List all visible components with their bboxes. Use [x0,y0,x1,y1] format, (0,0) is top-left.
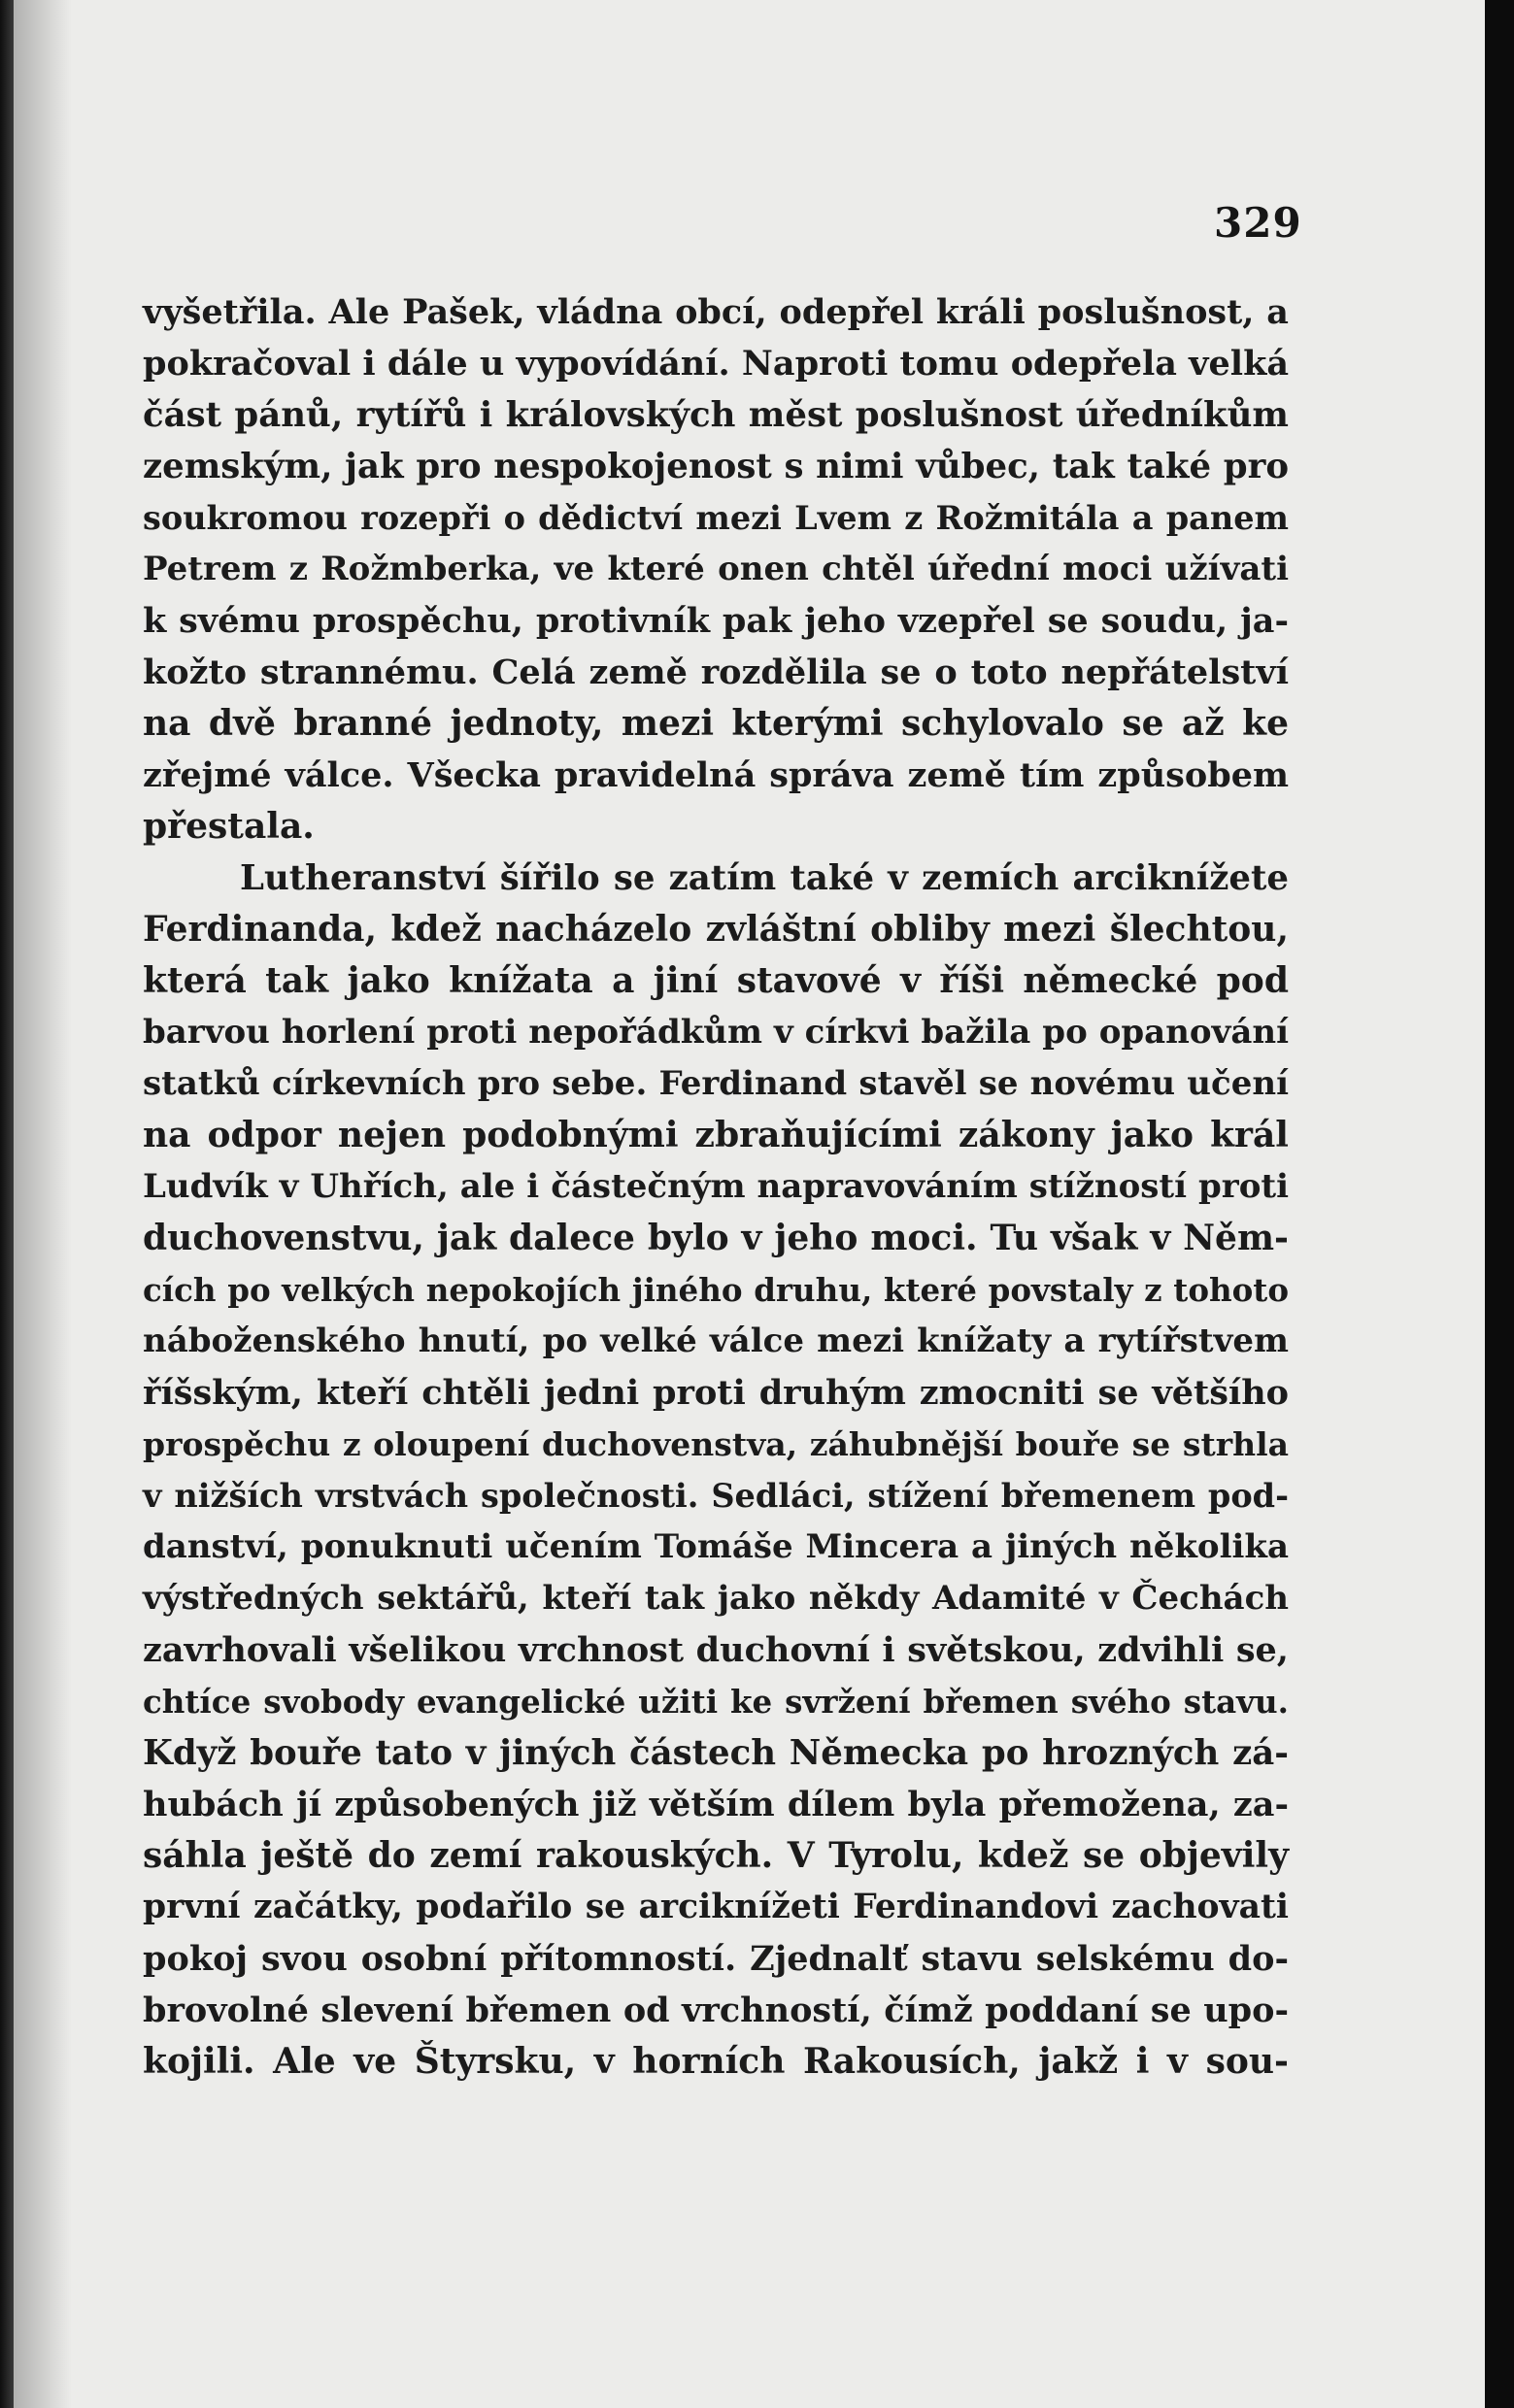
text-line: soukromou rozepři o dědictví mezi Lvem z Rožmitála a panem [143,499,1289,537]
text-line: přestala. [143,806,315,847]
text-line: duchovenstvu, jak dalece bylo v jeho moci. Tu však v Něm- [143,1218,1289,1258]
scan-border-left [0,0,14,2408]
text-line: Když bouře tato v jiných částech Německa po hrozných zá- [143,1733,1289,1773]
page-number: 329 [1214,199,1302,247]
book-page [14,0,1485,2408]
text-line: první začátky, podařilo se arciknížeti Ferdinandovi zachovati [143,1888,1289,1926]
text-line: hubách jí způsobených již větším dílem byla přemožena, za- [143,1785,1289,1824]
text-line: na odpor nejen podobnými zbraňujícími zákony jako král [143,1115,1289,1155]
text-line: prospěchu z oloupení duchovenstva, záhubnější bouře se strhla [143,1425,1289,1463]
text-line: zavrhovali všelikou vrchnost duchovní i světskou, zdvihli se, [143,1630,1289,1670]
text-line: k svému prospěchu, protivník pak jeho vzepřel se soudu, ja- [143,601,1289,641]
text-line: Petrem z Rožmberka, ve které onen chtěl úřední moci užívati [143,550,1289,588]
text-line: na dvě branné jednoty, mezi kterými schylovalo se až ke [143,703,1289,744]
text-line: sáhla ještě do zemí rakouských. V Tyrolu, kdež se objevily [143,1835,1289,1876]
text-line: říšským, kteří chtěli jedni proti druhým zmocniti se většího [143,1373,1289,1413]
text-line: cích po velkých nepokojích jiného druhu, které povstaly z tohoto [143,1271,1289,1309]
text-line: zemským, jak pro nespokojenost s nimi vůbec, tak také pro [143,447,1289,486]
body-text [143,286,1289,2088]
text-line: v nižších vrstvách společnosti. Sedláci, stížení břemenem pod- [143,1477,1289,1515]
text-line: náboženského hnutí, po velké válce mezi knížaty a rytířstvem [143,1321,1289,1360]
text-line: výstředných sektářů, kteří tak jako někdy Adamité v Čechách [143,1579,1289,1618]
text-line: vyšetřila. Ale Pašek, vládna obcí, odepřel králi poslušnost, a [143,292,1289,332]
text-line: chtíce svobody evangelické užiti ke svržení břemen svého stavu. [143,1683,1289,1721]
text-line: která tak jako knížata a jiní stavové v říši německé pod [143,960,1289,1001]
text-line: část pánů, rytířů i královských měst poslušnost úředníkům [143,395,1289,435]
text-line: Ludvík v Uhřích, ale i částečným napravováním stížností proti [143,1167,1289,1206]
scan-border-right [1485,0,1514,2408]
page-gutter-shadow [14,0,72,2408]
text-line: pokoj svou osobní přítomností. Zjednalť stavu selskému do- [143,1939,1289,1979]
text-line: danství, ponuknuti učením Tomáše Mincera a jiných několika [143,1527,1289,1566]
text-line: brovolné slevení břemen od vrchností, čímž poddaní se upo- [143,1990,1289,2030]
text-line: kojili. Ale ve Štyrsku, v horních Rakousích, jakž i v sou- [143,2041,1289,2082]
text-line: Lutheranství šířilo se zatím také v zemích arciknížete [240,858,1289,898]
text-line: zřejmé válce. Všecka pravidelná správa země tím způsobem [143,755,1289,795]
text-line: statků církevních pro sebe. Ferdinand stavěl se novému učení [143,1064,1289,1103]
text-line: kožto strannému. Celá země rozdělila se o toto nepřátelství [143,652,1289,692]
text-line: barvou horlení proti nepořádkům v církvi bažila po opanování [143,1013,1289,1052]
text-line: pokračoval i dále u vypovídání. Naproti tomu odepřela velká [143,344,1289,384]
text-line: Ferdinanda, kdež nacházelo zvláštní obliby mezi šlechtou, [143,909,1289,950]
